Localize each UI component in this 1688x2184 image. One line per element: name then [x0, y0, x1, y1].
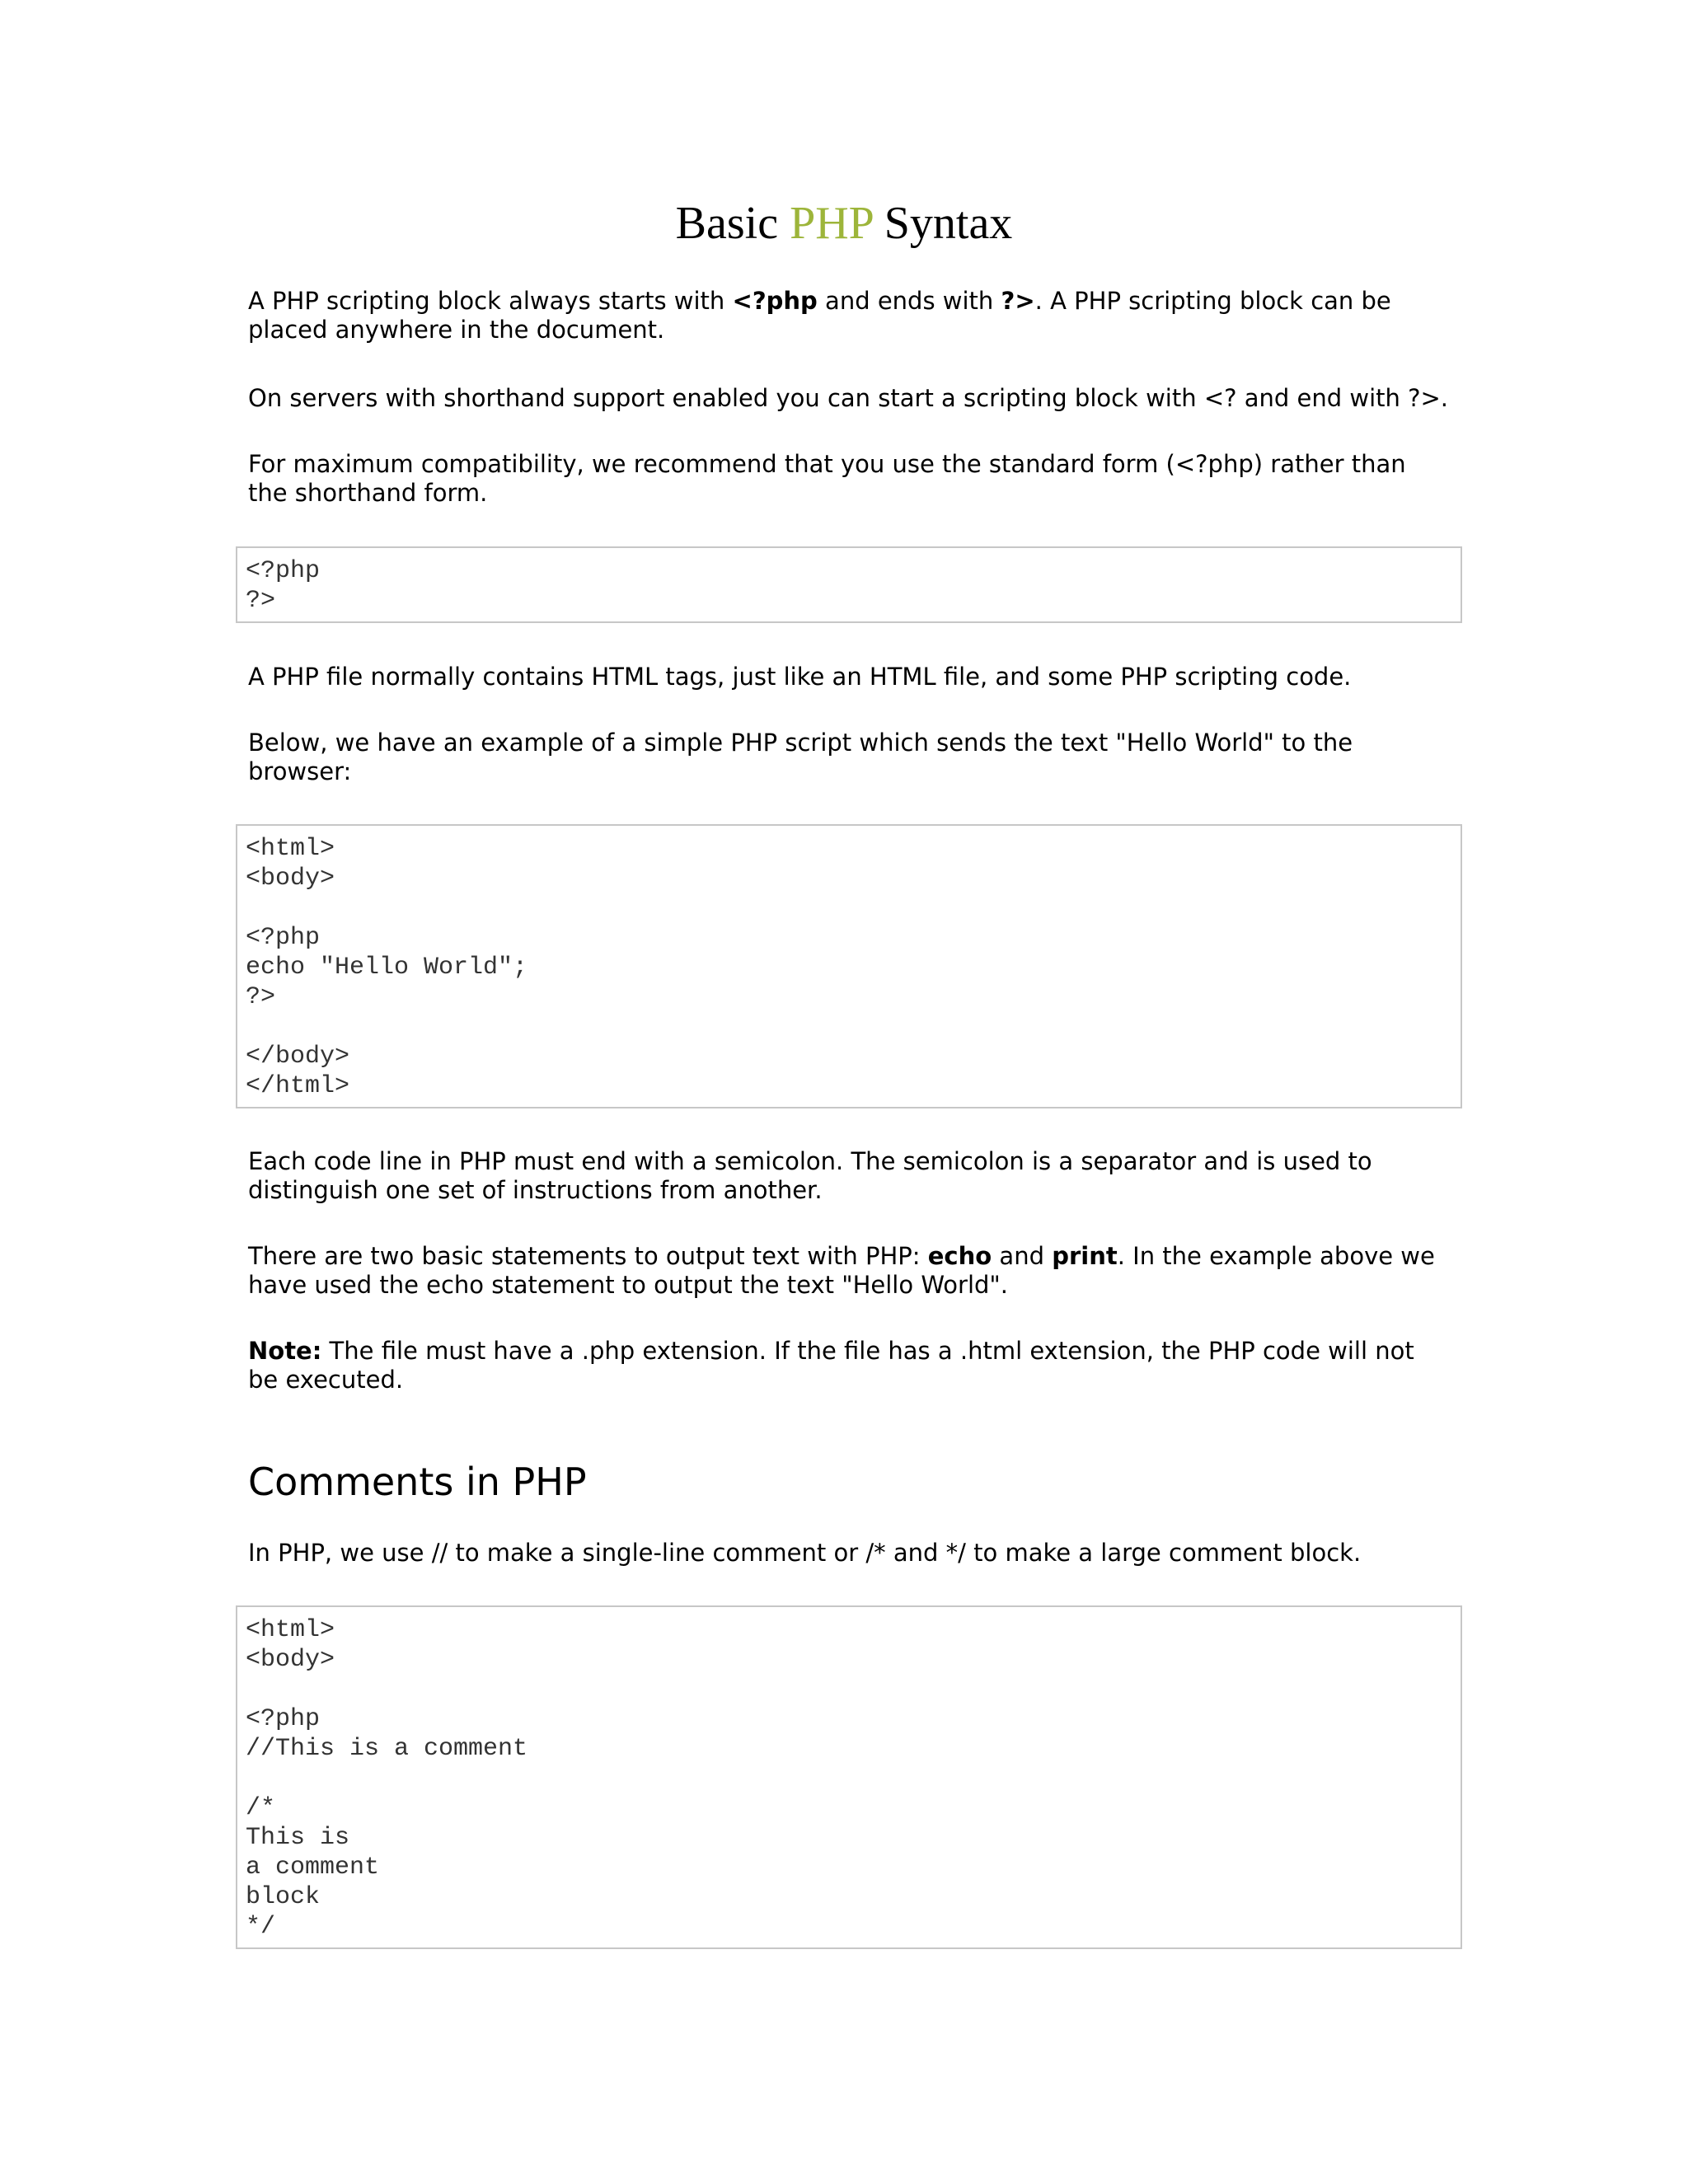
text-run: and ends with [817, 287, 1001, 315]
paragraph-compatibility: For maximum compatibility, we recommend that you use the standard form (<?php) rather than the shorthand form. [248, 450, 1406, 507]
text-run: and [992, 1242, 1053, 1270]
paragraph-html-tags: A PHP file normally contains HTML tags, just like an HTML file, and some PHP scripting code. [248, 663, 1352, 691]
code-text: <html> <body> <?php //This is a comment /* This is a comment block */ [246, 1616, 528, 1941]
text-run: . A PHP scripting block can be placed anywhere in the document. [248, 287, 1391, 344]
bold-run: ?> [1001, 287, 1035, 315]
bold-run: echo [927, 1242, 992, 1270]
title-accent: PHP [790, 198, 873, 249]
bold-run: print [1052, 1242, 1118, 1270]
text-run: . In the example above we have used the echo statement to output the text "Hello World". [248, 1242, 1435, 1299]
paragraph-comments: In PHP, we use // to make a single-line comment or /* and */ to make a large comment block. [248, 1539, 1362, 1567]
text-run: The file must have a .php extension. If the file has a .html extension, the PHP code will not be executed. [248, 1337, 1414, 1394]
text-run: A PHP scripting block always starts with [248, 287, 733, 315]
code-text: <html> <body> <?php echo "Hello World"; ?> </body> </html> [246, 835, 528, 1100]
paragraph-semicolon: Each code line in PHP must end with a semicolon. The semicolon is a separator and is used to distinguish one set of instructions from another. [248, 1147, 1372, 1204]
paragraph-note [248, 1337, 1451, 1394]
paragraph-example-intro: Below, we have an example of a simple PHP script which sends the text "Hello World" to the browser: [248, 729, 1353, 785]
code-block-hello-world [236, 824, 1462, 1108]
code-block-php-tags [236, 546, 1462, 623]
text-run: There are two basic statements to output text with PHP: [248, 1242, 928, 1270]
bold-run: Note: [248, 1337, 322, 1365]
code-block-comments [236, 1605, 1462, 1949]
paragraph-shorthand: On servers with shorthand support enabled you can start a scripting block with <? and end with ?>. [248, 384, 1449, 412]
bold-run: <?php [732, 287, 818, 315]
paragraph-scripting-block [248, 287, 1451, 344]
section-heading-comments: Comments in PHP [248, 1460, 587, 1504]
page-title [0, 194, 1688, 252]
paragraph-echo-print [248, 1242, 1451, 1300]
title-post: Syntax [872, 198, 1013, 249]
code-text: <?php ?> [246, 557, 321, 615]
title-pre: Basic [675, 198, 790, 249]
